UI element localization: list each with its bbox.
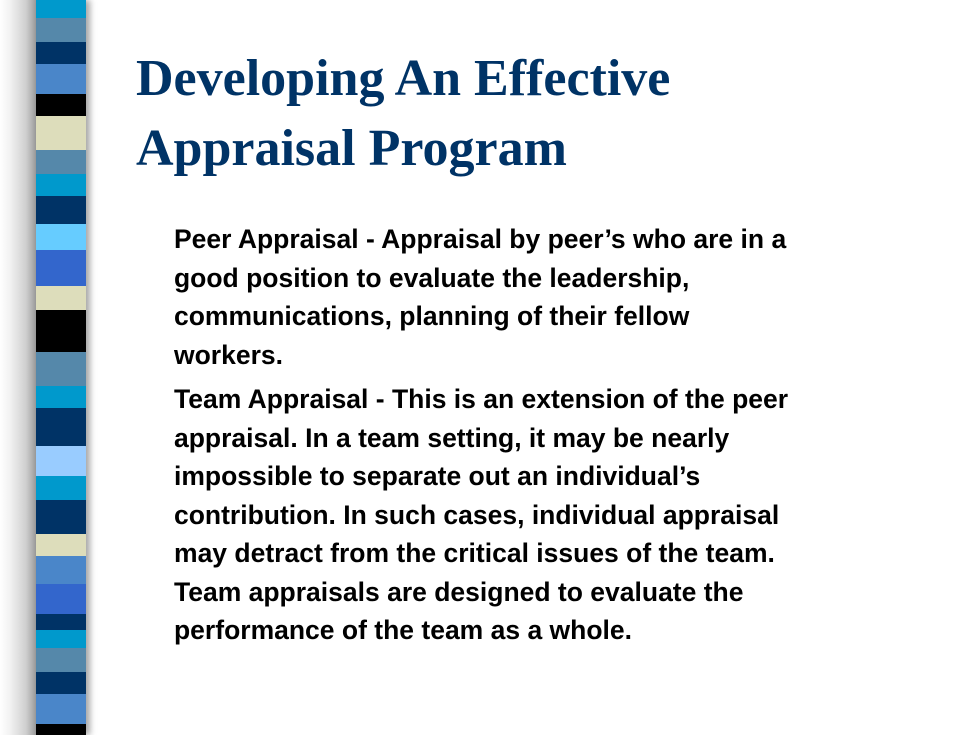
body-line: appraisal. In a team setting, it may be nearly [174,422,730,453]
body-line: contribution. In such cases, individual appraisal [174,499,780,530]
slide-title [136,44,936,184]
stripe-segment [36,584,86,614]
stripe-segment [36,64,86,94]
stripe-segment [36,648,86,672]
stripe-segment [36,614,86,630]
title-line-1: Developing An Effective [136,50,671,107]
stripe-segment [36,310,86,352]
slide-body [174,220,944,656]
body-line: impossible to separate out an individual’s [174,461,701,491]
stripe-segment [36,386,86,408]
stripe-segment [36,250,86,286]
body-line: good position to evaluate the leadership, [174,262,690,293]
stripe-segment [36,196,86,224]
stripe-segment [36,150,86,174]
stripe-bar-svg [36,0,86,735]
stripe-segment [36,0,86,18]
stripe-segment [36,286,86,310]
stripe-segment [36,408,86,446]
stripe-segment [36,224,86,250]
body-line: may detract from the critical issues of the team. [174,538,775,568]
stripe-segment [36,476,86,500]
body-line: Team Appraisal - This is an extension of the peer [174,384,789,414]
stripe-segment [36,724,86,735]
paragraph-peer-appraisal [174,220,944,374]
stripe-segment [36,630,86,648]
body-line: performance of the team as a whole. [174,615,632,645]
decorative-stripe-bar [36,0,86,735]
stripe-segment [36,352,86,386]
body-line: workers. [174,339,284,370]
stripe-segment [36,42,86,64]
stripe-segment [36,446,86,476]
stripe-segment [36,534,86,556]
stripe-segment [36,556,86,584]
body-line: communications, planning of their fellow [174,301,690,331]
stripe-segment [36,18,86,42]
stripe-segment [36,694,86,724]
stripe-segment [36,672,86,694]
title-line-2: Appraisal Program [136,120,567,177]
paragraph-team-appraisal [174,380,944,650]
body-line: Peer Appraisal - Appraisal by peer’s who are in a [174,224,787,254]
stripe-segment [36,500,86,534]
stripe-segment [36,174,86,196]
stripe-segment [36,116,86,150]
stripe-segment [36,94,86,116]
body-line: Team appraisals are designed to evaluate the [174,576,744,607]
